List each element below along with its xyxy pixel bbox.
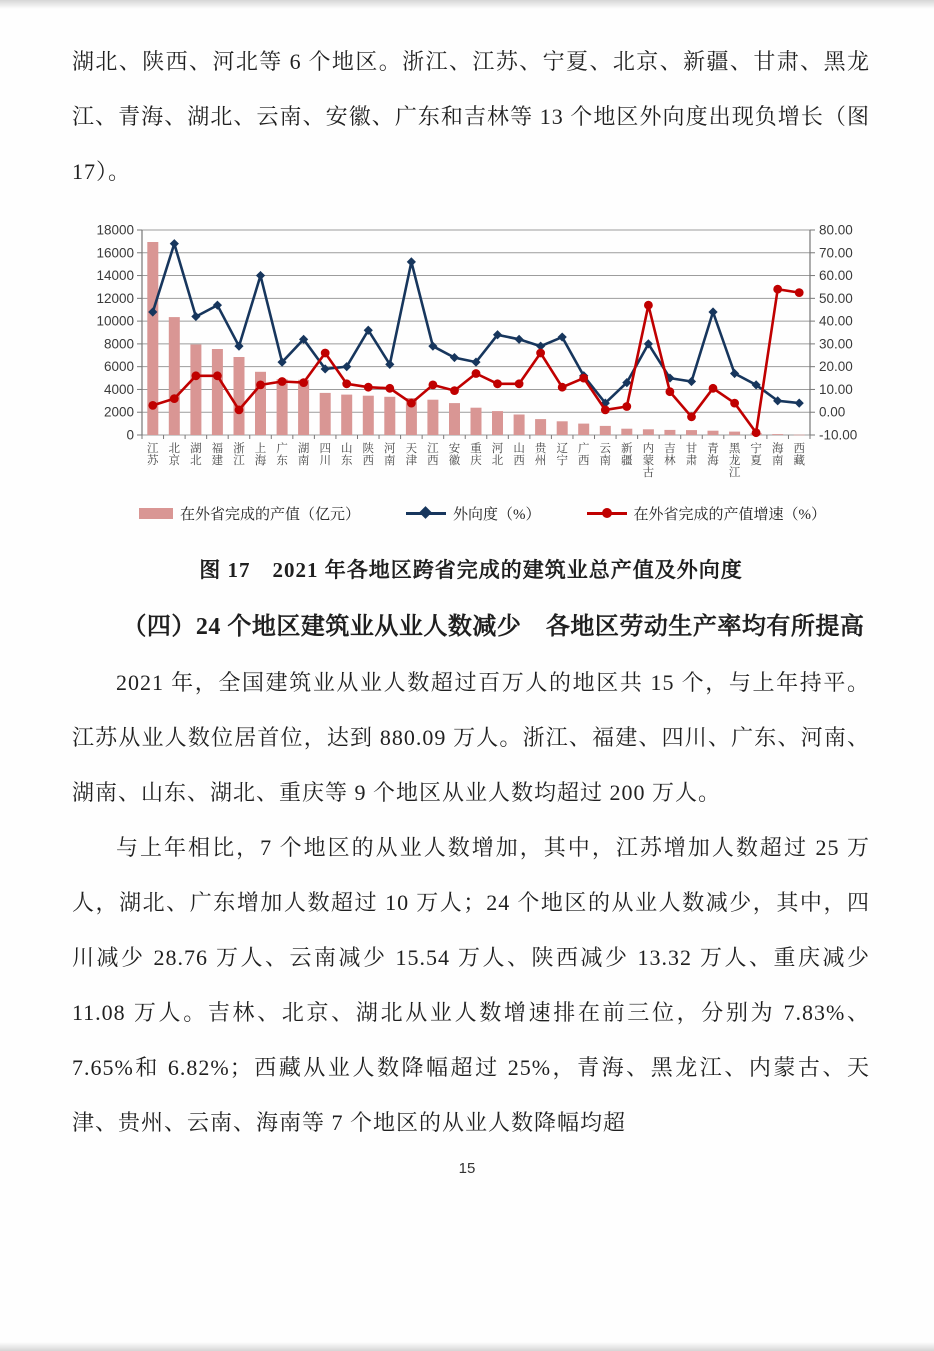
legend-label-output: 在外省完成的产值（亿元） (179, 506, 360, 523)
svg-text:湖南: 湖南 (297, 443, 310, 467)
paragraph-intro: 湖北、陕西、河北等 6 个地区。浙江、江苏、宁夏、北京、新疆、甘肃、黑龙江、青海、湖北、云南、安徽、广东和吉林等 13 个地区外向度出现负增长（图 17）。 (72, 49, 870, 184)
svg-text:60.00: 60.00 (819, 268, 853, 284)
svg-text:70.00: 70.00 (819, 245, 853, 261)
svg-text:2000: 2000 (103, 404, 134, 420)
svg-text:安徽: 安徽 (448, 443, 461, 467)
svg-text:10000: 10000 (96, 313, 134, 329)
svg-text:湖北: 湖北 (190, 443, 202, 467)
svg-text:18000: 18000 (96, 222, 134, 238)
svg-text:0: 0 (126, 427, 134, 443)
svg-text:天津: 天津 (405, 443, 418, 467)
svg-text:吉林: 吉林 (664, 443, 676, 467)
bar-swatch-icon (139, 508, 173, 519)
figure-caption: 图 17 2021 年各地区跨省完成的建筑业总产值及外向度 (199, 558, 743, 582)
svg-text:40.00: 40.00 (819, 313, 853, 329)
svg-text:山西: 山西 (513, 443, 525, 467)
svg-text:10.00: 10.00 (819, 381, 853, 397)
svg-text:陕西: 陕西 (362, 443, 375, 467)
svg-text:河北: 河北 (491, 443, 504, 467)
svg-text:4000: 4000 (103, 381, 134, 397)
svg-text:河南: 河南 (384, 443, 396, 467)
svg-text:16000: 16000 (96, 245, 134, 261)
svg-text:宁夏: 宁夏 (750, 443, 762, 467)
svg-text:80.00: 80.00 (819, 222, 853, 238)
legend-label-growth: 在外省完成的产值增速（%） (633, 506, 826, 523)
paragraph-1: 2021 年，全国建筑业从业人数超过百万人的地区共 15 个，与上年持平。江苏从业人数位居首位，达到 880.09 万人。浙江、福建、四川、广东、河南、湖南、山东、湖北、重庆等 9 个地区从业人数均超过 200 万人。 (72, 670, 870, 805)
svg-text:北京: 北京 (168, 443, 181, 467)
svg-text:新疆: 新疆 (621, 443, 633, 467)
svg-text:黑龙江: 黑龙江 (728, 443, 741, 479)
svg-text:青海: 青海 (707, 443, 719, 467)
svg-text:内蒙古: 内蒙古 (642, 443, 655, 479)
svg-text:江西: 江西 (427, 443, 439, 467)
svg-text:福建: 福建 (211, 443, 224, 467)
svg-text:-10.00: -10.00 (819, 427, 858, 443)
svg-text:50.00: 50.00 (819, 290, 853, 306)
svg-text:12000: 12000 (96, 290, 134, 306)
svg-text:山东: 山东 (340, 443, 353, 467)
legend-item-outward (406, 503, 541, 524)
legend-label-outward: 外向度（%） (453, 506, 541, 523)
section-heading: （四）24 个地区建筑业从业人数减少 各地区劳动生产率均有所提高 (122, 614, 865, 640)
svg-text:6000: 6000 (103, 359, 134, 375)
svg-text:广西: 广西 (577, 443, 590, 467)
photo-edge-bottom (0, 1342, 934, 1351)
svg-text:云南: 云南 (599, 443, 612, 467)
figure-17 (85, 215, 880, 527)
svg-text:重庆: 重庆 (470, 443, 482, 467)
legend-item-output (139, 503, 360, 524)
svg-text:西藏: 西藏 (793, 443, 805, 467)
svg-text:上海: 上海 (254, 443, 267, 467)
line-diamond-swatch-icon (406, 507, 446, 519)
svg-text:浙江: 浙江 (233, 443, 245, 467)
paragraph-2: 与上年相比，7 个地区的从业人数增加，其中，江苏增加人数超过 25 万人，湖北、广东增加人数超过 10 万人；24 个地区的从业人数减少，其中，四川减少 28.76 万人、云南减少 15.54 万人、陕西减少 13.32 万人、重庆减少 11.08 万人。吉林、北京、湖北从业人数增速排在前三位，分别为 7.83%、7.65%和 6.82%；西藏从业人数降幅超过 25%，青海、黑龙江、内蒙古、天津、贵州、云南、海南等 7 个地区的从业人数降幅均超 (72, 835, 870, 1135)
svg-text:四川: 四川 (319, 443, 331, 467)
svg-text:江苏: 江苏 (147, 443, 159, 467)
line-circle-swatch-icon (587, 507, 627, 519)
svg-text:0.00: 0.00 (819, 404, 846, 420)
legend-item-growth (587, 503, 827, 524)
figure-17-chart (85, 215, 880, 495)
svg-text:30.00: 30.00 (819, 336, 853, 352)
chart-legend (85, 499, 880, 527)
photo-edge-top (0, 0, 934, 9)
svg-text:20.00: 20.00 (819, 359, 853, 375)
svg-text:14000: 14000 (96, 268, 134, 284)
svg-text:8000: 8000 (103, 336, 134, 352)
page-number: 15 (458, 1160, 476, 1177)
svg-text:广东: 广东 (276, 443, 288, 467)
svg-text:甘肃: 甘肃 (685, 443, 698, 467)
svg-text:海南: 海南 (771, 443, 784, 467)
svg-text:贵州: 贵州 (534, 443, 547, 467)
svg-text:辽宁: 辽宁 (556, 443, 568, 467)
